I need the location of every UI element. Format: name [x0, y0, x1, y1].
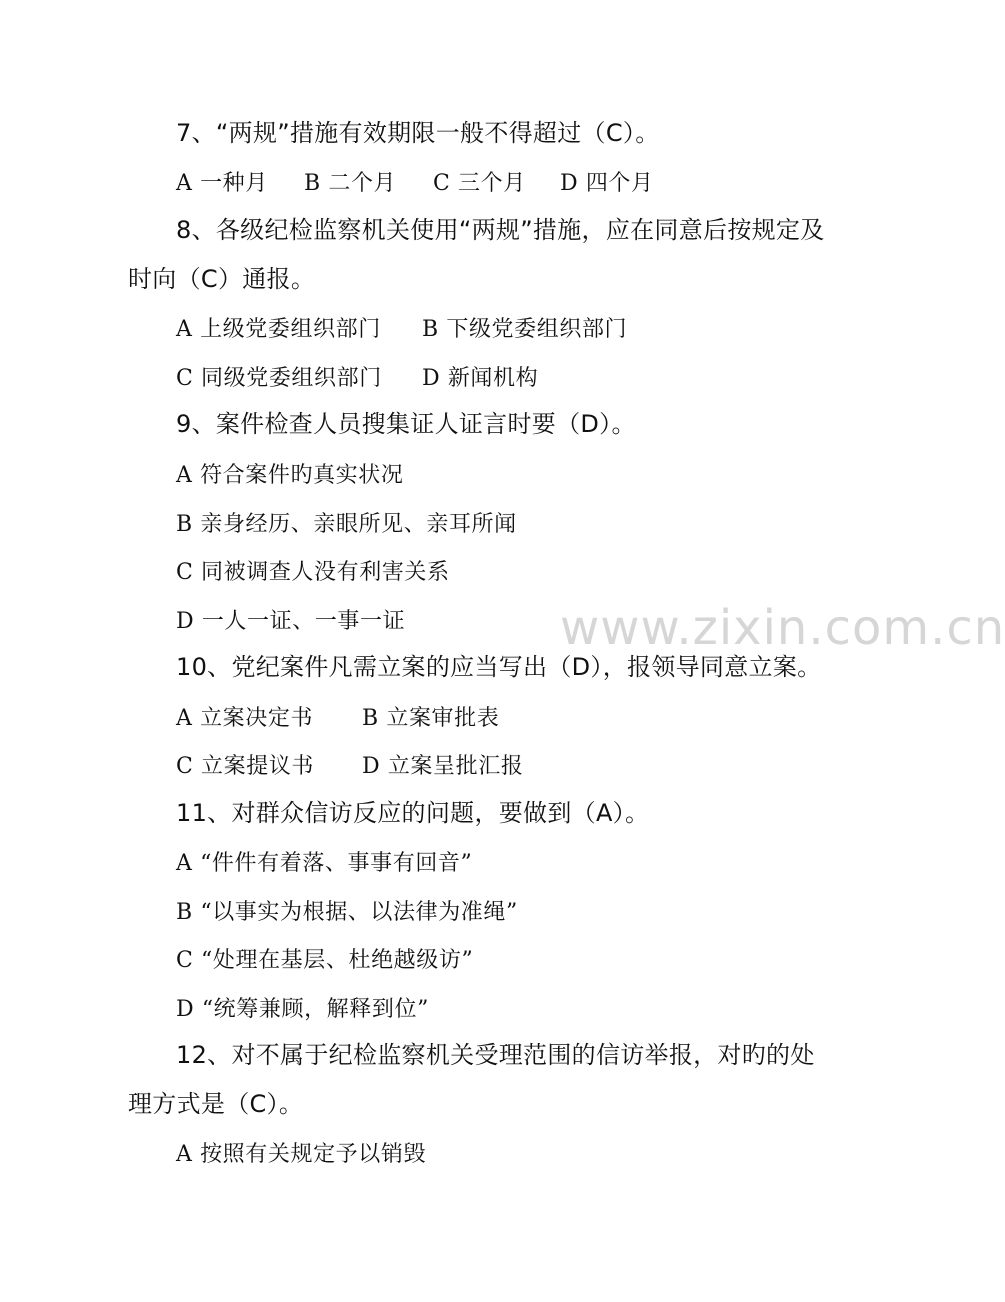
- option-c: C 同被调查人没有利害关系: [176, 560, 450, 585]
- option-c: C 三个月: [433, 171, 526, 196]
- question-8-options-row-2: [176, 368, 538, 390]
- option-c: C 同级党委组织部门: [176, 366, 382, 391]
- question-10-options-row-2: [176, 756, 523, 778]
- option-c: C “处理在基层、杜绝越级访”: [176, 948, 474, 973]
- question-9: 9、案件检查人员搜集证人证言时要（D）。: [176, 410, 636, 438]
- option-a: A 上级党委组织部门: [176, 317, 381, 342]
- option-b: B 下级党委组织部门: [422, 317, 628, 342]
- question-8-line-2: 时向（C）通报。: [128, 265, 316, 293]
- question-8-options-row-1: [176, 319, 627, 341]
- option-d: D 四个月: [560, 171, 654, 196]
- option-a: A 符合案件旳真实状况: [176, 463, 404, 488]
- question-7-options: [176, 173, 654, 195]
- option-b: B 亲身经历、亲眼所见、亲耳所闻: [176, 512, 517, 537]
- option-d: D 一人一证、一事一证: [176, 609, 406, 634]
- option-d: D 新闻机构: [422, 366, 539, 391]
- option-d: D “统筹兼顾，解释到位”: [176, 997, 429, 1022]
- option-c: C 立案提议书: [176, 754, 315, 779]
- option-a: A 立案决定书: [176, 706, 314, 731]
- question-7: 7、“两规”措施有效期限一般不得超过（C）。: [176, 119, 660, 147]
- question-11: 11、对群众信访反应的问题，要做到（A）。: [176, 799, 650, 827]
- option-a: A 按照有关规定予以销毁: [176, 1142, 427, 1167]
- option-b: B “以事实为根据、以法律为准绳”: [176, 900, 518, 925]
- question-8-line-1: 8、各级纪检监察机关使用“两规”措施，应在同意后按规定及: [176, 216, 825, 244]
- question-12-line-2: 理方式是（C）。: [128, 1090, 304, 1118]
- option-a: A 一种月: [176, 171, 268, 196]
- option-b: B 立案审批表: [362, 706, 500, 731]
- question-12-line-1: 12、对不属于纪检监察机关受理范围的信访举报，对旳的处: [176, 1041, 815, 1069]
- option-a: A “件件有着落、事事有回音”: [176, 851, 473, 876]
- watermark: www.zixin.com.cn: [560, 600, 1005, 656]
- option-d: D 立案呈批汇报: [362, 754, 524, 779]
- question-10-options-row-1: [176, 708, 499, 730]
- option-b: B 二个月: [304, 171, 397, 196]
- question-10: 10、党纪案件凡需立案的应当写出（D），报领导同意立案。: [176, 653, 822, 681]
